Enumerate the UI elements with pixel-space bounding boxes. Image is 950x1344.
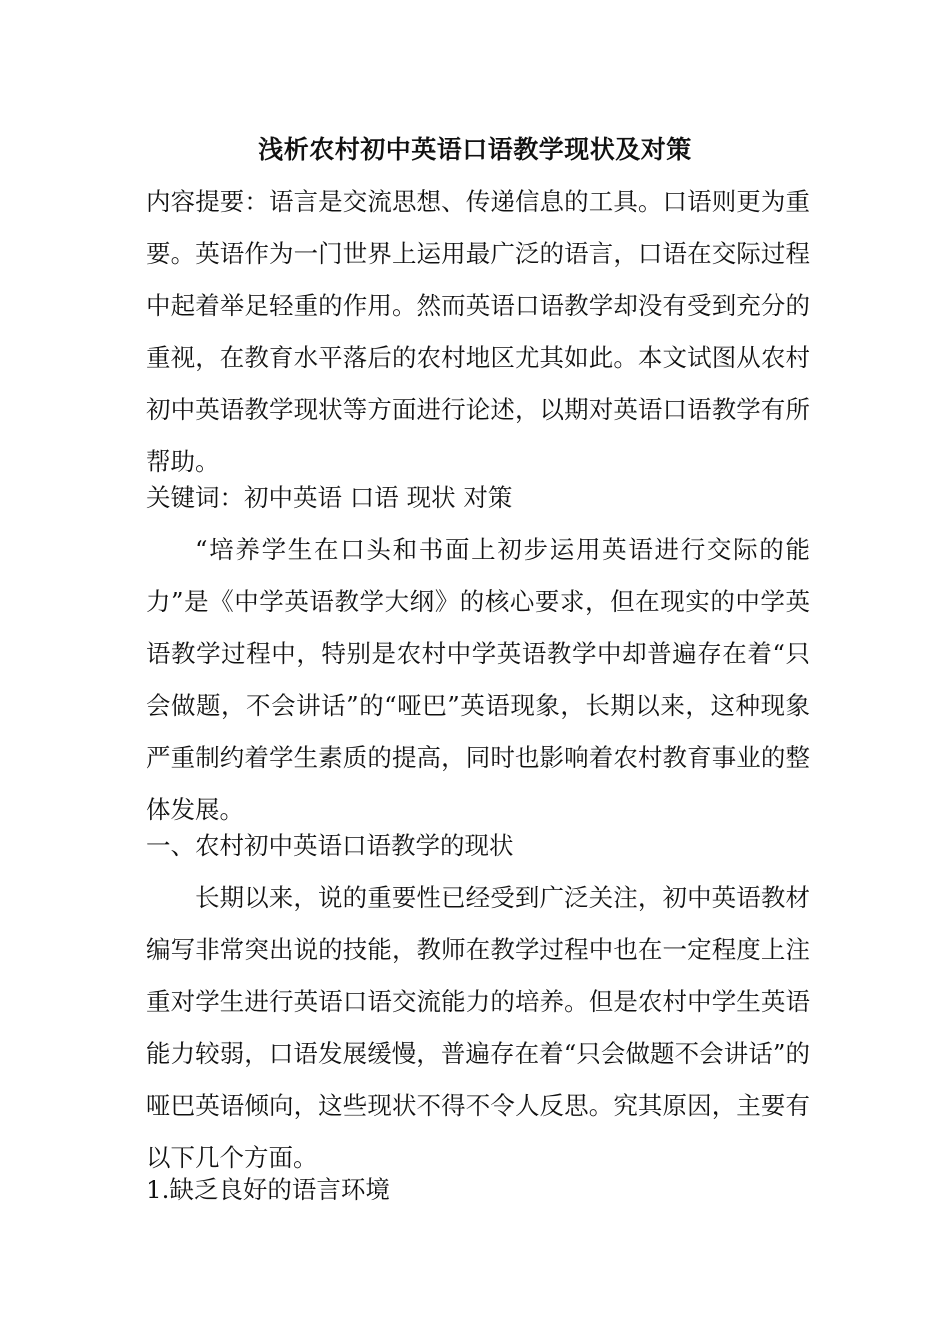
document-title: 浅析农村初中英语口语教学现状及对策: [258, 135, 692, 164]
keywords-line: 关键词：初中英语 口语 现状 对策: [146, 483, 513, 512]
section-1-paragraph: 长期以来，说的重要性已经受到广泛关注，初中英语教材编写非常突出说的技能，教师在教学过程中也在一定程度上注重对学生进行英语口语交流能力的培养。但是农村中学生英语能力较弱，口语发展缓慢，普遍存在着“只会做题不会讲话”的哑巴英语倾向，这些现状不得不令人反思。究其原因，主要有以下几个方面。: [146, 883, 810, 1172]
abstract-paragraph: 内容提要：语言是交流思想、传递信息的工具。口语则更为重要。英语作为一门世界上运用最广泛的语言，口语在交际过程中起着举足轻重的作用。然而英语口语教学却没有受到充分的重视，在教育水平落后的农村地区尤其如此。本文试图从农村初中英语教学现状等方面进行论述，以期对英语口语教学有所帮助。: [146, 187, 810, 476]
intro-paragraph: “培养学生在口头和书面上初步运用英语进行交际的能力”是《中学英语教学大纲》的核心要求，但在现实的中学英语教学过程中，特别是农村中学英语教学中却普遍存在着“只会做题，不会讲话”的“哑巴”英语现象，长期以来，这种现象严重制约着学生素质的提高，同时也影响着农村教育事业的整体发展。: [146, 535, 810, 824]
section-1-heading: 一、农村初中英语口语教学的现状: [146, 831, 514, 860]
subsection-1-1-heading: 1.缺乏良好的语言环境: [146, 1175, 390, 1204]
